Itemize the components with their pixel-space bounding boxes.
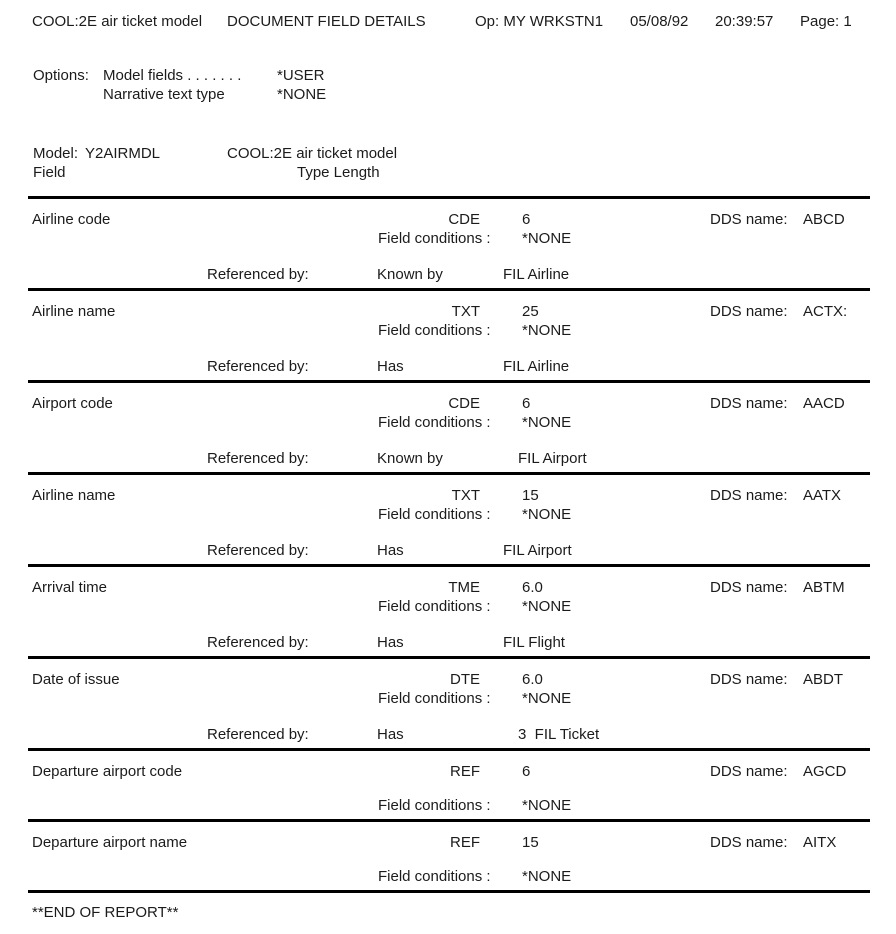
field-conditions-label: Field conditions : xyxy=(378,868,491,885)
column-header-field: Field xyxy=(33,164,66,181)
referenced-by-label: Referenced by: xyxy=(207,542,309,559)
referenced-file: FIL Airport xyxy=(503,542,572,559)
options-label: Options: xyxy=(33,67,89,84)
referenced-by-label: Referenced by: xyxy=(207,266,309,283)
table-row xyxy=(28,748,870,819)
field-name: Arrival time xyxy=(32,579,108,596)
operator-workstation: Op: MY WRKSTN1 xyxy=(475,13,604,30)
column-header-type-length: Type Length xyxy=(297,164,380,181)
field-length: 15 xyxy=(522,487,539,504)
dds-name-label: DDS name: xyxy=(710,763,788,780)
dds-name-value: ACTX: xyxy=(803,303,848,320)
model-name: Y2AIRMDL xyxy=(85,145,161,162)
dds-name-label: DDS name: xyxy=(710,395,788,412)
table-bottom-rule xyxy=(28,890,870,893)
field-length: 6 xyxy=(522,763,531,780)
dds-name-value: ABTM xyxy=(803,579,845,596)
dds-name-value: AITX xyxy=(803,834,837,851)
field-name: Departure airport code xyxy=(32,763,183,780)
relation-value: Known by xyxy=(377,450,443,467)
field-length: 25 xyxy=(522,303,539,320)
relation-value: Has xyxy=(377,358,404,375)
dds-name-label: DDS name: xyxy=(710,211,788,228)
dds-name-value: AGCD xyxy=(803,763,847,780)
dds-name-label: DDS name: xyxy=(710,487,788,504)
field-conditions-value: *NONE xyxy=(522,506,572,523)
field-type: TXT xyxy=(451,487,480,504)
referenced-by-label: Referenced by: xyxy=(207,358,309,375)
referenced-file: FIL Airline xyxy=(503,266,570,283)
field-type: TME xyxy=(448,579,480,596)
field-details-table xyxy=(28,196,870,893)
field-type: CDE xyxy=(448,395,480,412)
field-type: CDE xyxy=(448,211,480,228)
field-length: 6 xyxy=(522,395,531,412)
field-type: DTE xyxy=(450,671,480,688)
field-name: Airline code xyxy=(32,211,111,228)
field-conditions-label: Field conditions : xyxy=(378,506,491,523)
field-conditions-label: Field conditions : xyxy=(378,598,491,615)
field-name: Departure airport name xyxy=(32,834,188,851)
dds-name-label: DDS name: xyxy=(710,579,788,596)
field-conditions-value: *NONE xyxy=(522,414,572,431)
field-name: Airport code xyxy=(32,395,113,412)
field-conditions-label: Field conditions : xyxy=(378,690,491,707)
referenced-file: 3 FIL Ticket xyxy=(518,726,600,743)
relation-value: Has xyxy=(377,542,404,559)
field-conditions-value: *NONE xyxy=(522,230,572,247)
dds-name-value: ABCD xyxy=(803,211,845,228)
field-conditions-value: *NONE xyxy=(522,598,572,615)
relation-value: Known by xyxy=(377,266,443,283)
dds-name-label: DDS name: xyxy=(710,303,788,320)
table-row xyxy=(28,196,870,288)
dds-name-value: ABDT xyxy=(803,671,844,688)
field-name: Airline name xyxy=(32,303,116,320)
relation-value: Has xyxy=(377,634,404,651)
table-row xyxy=(28,819,870,890)
table-row xyxy=(28,472,870,564)
field-conditions-label: Field conditions : xyxy=(378,230,491,247)
table-row xyxy=(28,288,870,380)
dds-name-label: DDS name: xyxy=(710,834,788,851)
field-length: 15 xyxy=(522,834,539,851)
page-number: Page: 1 xyxy=(800,13,852,30)
report-model-title: COOL:2E air ticket model xyxy=(32,13,203,30)
model-description: COOL:2E air ticket model xyxy=(227,145,398,162)
field-length: 6 xyxy=(522,211,531,228)
report-time: 20:39:57 xyxy=(715,13,774,30)
field-name: Airline name xyxy=(32,487,116,504)
dds-name-value: AACD xyxy=(803,395,845,412)
dds-name-label: DDS name: xyxy=(710,671,788,688)
field-conditions-value: *NONE xyxy=(522,690,572,707)
field-conditions-label: Field conditions : xyxy=(378,797,491,814)
field-length: 6.0 xyxy=(522,671,543,688)
table-row xyxy=(28,564,870,656)
model-label: Model: xyxy=(33,145,79,162)
referenced-file: FIL Flight xyxy=(503,634,565,651)
end-of-report-text: **END OF REPORT** xyxy=(32,904,179,921)
report-date: 05/08/92 xyxy=(630,13,689,30)
option-narrative-type-label: Narrative text type xyxy=(103,86,225,103)
field-conditions-value: *NONE xyxy=(522,868,572,885)
referenced-by-label: Referenced by: xyxy=(207,634,309,651)
field-conditions-label: Field conditions : xyxy=(378,322,491,339)
table-row xyxy=(28,656,870,748)
relation-value: Has xyxy=(377,726,404,743)
option-model-fields-label: Model fields . . . . . . . xyxy=(103,67,242,84)
dds-name-value: AATX xyxy=(803,487,842,504)
referenced-by-label: Referenced by: xyxy=(207,450,309,467)
table-row xyxy=(28,380,870,472)
field-conditions-label: Field conditions : xyxy=(378,414,491,431)
option-model-fields-value: *USER xyxy=(277,67,325,84)
referenced-file: FIL Airport xyxy=(518,450,587,467)
field-conditions-value: *NONE xyxy=(522,797,572,814)
field-name: Date of issue xyxy=(32,671,120,688)
field-type: REF xyxy=(450,763,480,780)
field-length: 6.0 xyxy=(522,579,543,596)
field-type: TXT xyxy=(451,303,480,320)
option-narrative-type-value: *NONE xyxy=(277,86,327,103)
report-name: DOCUMENT FIELD DETAILS xyxy=(227,13,426,30)
referenced-by-label: Referenced by: xyxy=(207,726,309,743)
field-conditions-value: *NONE xyxy=(522,322,572,339)
field-type: REF xyxy=(450,834,480,851)
referenced-file: FIL Airline xyxy=(503,358,570,375)
